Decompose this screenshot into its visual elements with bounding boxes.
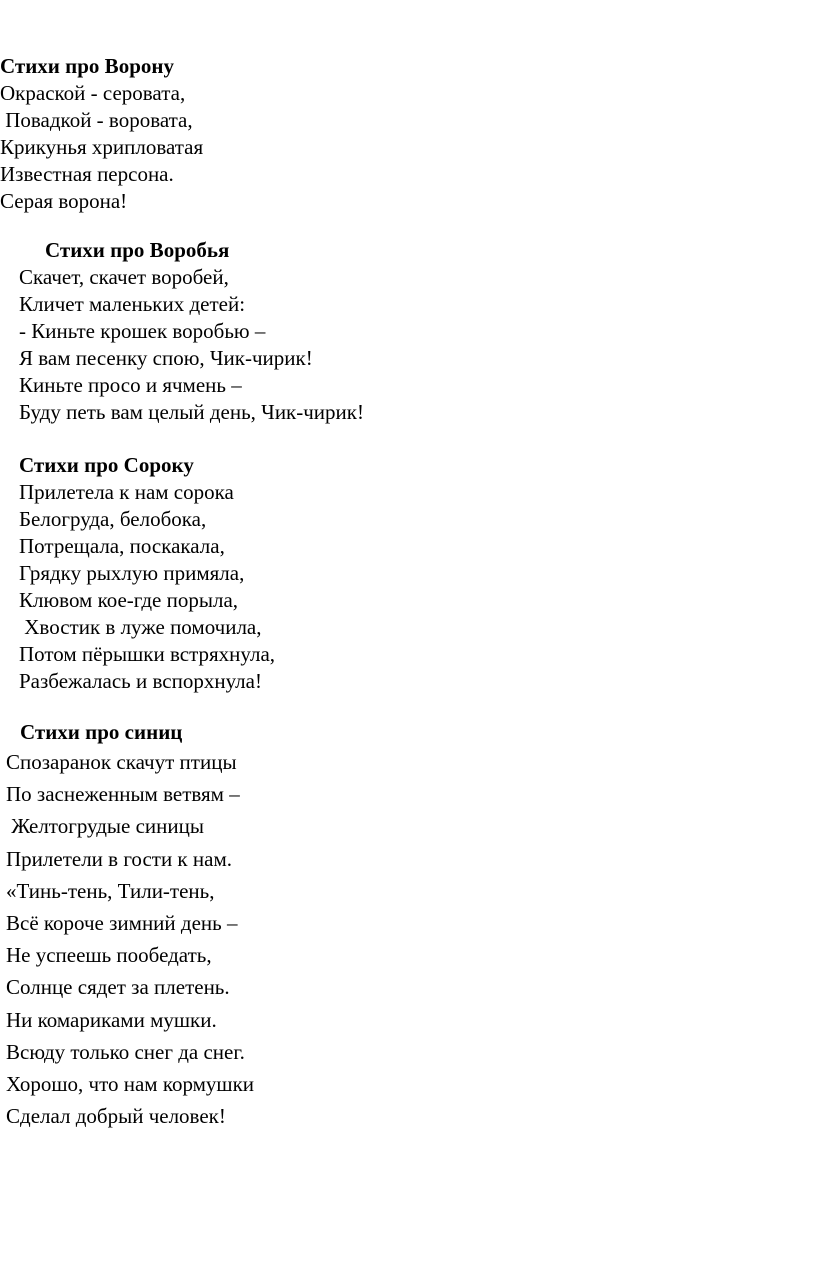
poem-line: Сделал добрый человек! [6,1104,226,1129]
poem-line: Потрещала, поскакала, [19,534,225,558]
poem-line: Серая ворона! [0,189,128,213]
poem-tits [6,719,254,1132]
poem-line: По заснеженным ветвям – [6,782,240,807]
poem-line: - Киньте крошек воробью – [19,319,266,343]
poem-sparrow [19,237,364,426]
poem-line: Повадкой - воровата, [0,108,193,132]
poem-line: Разбежалась и вспорхнула! [19,669,262,693]
poem-line: Спозаранок скачут птицы [6,750,237,774]
poem-line: «Тинь-тень, Тили-тень, [6,878,215,903]
poem-title: Стихи про Ворону [0,54,174,78]
poem-line: Грядку рыхлую примяла, [19,561,245,585]
poem-line: Кличет маленьких детей: [19,292,246,316]
poem-line: Желтогрудые синицы [6,814,204,839]
poem-line: Потом пёрышки встряхнула, [19,642,276,666]
poem-title: Стихи про Воробья [45,238,230,262]
poem-line: Я вам песенку спою, Чик-чирик! [19,346,313,370]
poem-line: Всюду только снег да снег. [6,1039,245,1064]
poem-line: Всё короче зимний день – [6,911,238,936]
poem-line: Крикунья хрипловатая [0,135,204,159]
poem-line: Солнце сядет за плетень. [6,975,230,1000]
poem-line: Не успеешь пообедать, [6,943,212,968]
poem-magpie [19,452,275,695]
poem-title: Стихи про Сороку [19,453,194,477]
poem-line: Окраской - серовата, [0,81,186,105]
poem-title: Стихи про синиц [20,720,183,744]
poem-line: Белогруда, белобока, [19,507,207,531]
poem-line: Скачет, скачет воробей, [19,265,229,289]
poem-line: Хорошо, что нам кормушки [6,1072,255,1097]
poem-line: Ни комариками мушки. [6,1007,217,1032]
poem-line: Клювом кое-где порыла, [19,588,239,612]
poem-crow [0,53,203,215]
poem-line: Киньте просо и ячмень – [19,373,242,397]
poem-line: Прилетели в гости к нам. [6,846,232,871]
poem-line: Известная персона. [0,162,174,186]
poem-line: Буду петь вам целый день, Чик-чирик! [19,400,364,424]
poem-line: Прилетела к нам сорока [19,480,234,504]
poem-line: Хвостик в луже помочила, [19,615,262,639]
